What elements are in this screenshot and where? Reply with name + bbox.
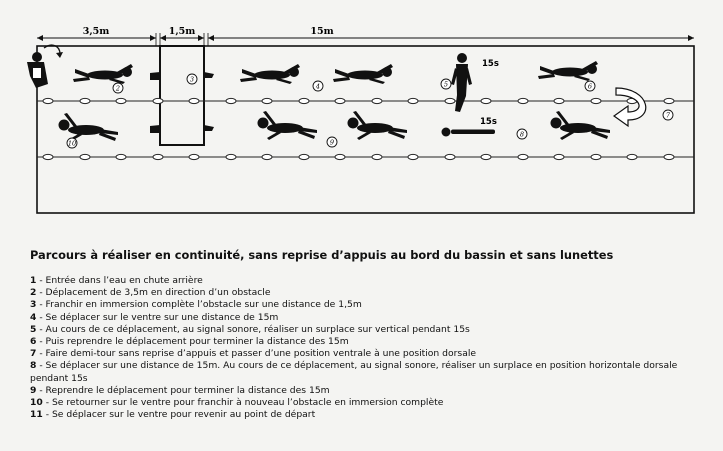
step-number: 10 <box>30 397 43 409</box>
step-marker-label: 8 <box>519 130 525 139</box>
lane-float <box>80 98 90 103</box>
step-marker <box>441 79 451 89</box>
step-marker <box>313 81 323 91</box>
swimmer-back-icon <box>348 111 408 140</box>
step-item <box>30 409 680 421</box>
timer-label-vertical: 15s <box>482 59 499 69</box>
step-item <box>30 287 680 299</box>
step-item <box>30 336 680 348</box>
step-item <box>30 299 680 311</box>
diver-entry-icon <box>27 45 63 88</box>
step-text: - Se retourner sur le ventre pour franchir à nouveau l’obstacle en immersion complète <box>42 397 444 409</box>
step-item <box>30 324 680 336</box>
step-marker-label: 5 <box>443 80 449 89</box>
lane-float <box>189 154 199 159</box>
swimmer-back-icon <box>258 111 318 140</box>
swimmer-front-icon <box>73 64 133 84</box>
lane-float <box>445 154 455 159</box>
step-text: - Faire demi-tour sans reprise d’appuis et passer d’une position ventrale à une position dorsale <box>36 348 477 360</box>
lane-float <box>189 98 199 103</box>
course-title: Parcours à réaliser en continuité, sans reprise d’appuis au bord du bassin et sans lunettes <box>30 248 614 262</box>
step-list <box>30 275 680 421</box>
lane-float <box>408 154 418 159</box>
step-number: 11 <box>30 409 43 421</box>
swimmer-floating-icon <box>442 128 496 137</box>
step-text: - Puis reprendre le déplacement pour terminer la distance des 15m <box>36 336 349 348</box>
step-marker <box>187 74 197 84</box>
step-item <box>30 385 680 397</box>
lane-float <box>262 154 272 159</box>
swimmer-back-icon <box>551 111 611 140</box>
lane-float <box>408 98 418 103</box>
step-text: - Reprendre le déplacement pour terminer la distance des 15m <box>36 384 330 396</box>
u-turn-arrow-icon <box>614 88 646 126</box>
step-text: - Se déplacer sur le ventre sur une distance de 15m <box>36 311 279 323</box>
step-item <box>30 312 680 324</box>
step-number: 9 <box>30 384 37 396</box>
lane-float <box>226 154 236 159</box>
lane-float <box>226 98 236 103</box>
step-marker-label: 4 <box>315 82 321 91</box>
step-marker <box>517 129 527 139</box>
step-number: 5 <box>30 323 37 335</box>
lane-float <box>262 98 272 103</box>
step-item <box>30 397 680 409</box>
distance-label-start: 3,5m <box>82 26 110 37</box>
step-number: 4 <box>30 311 37 323</box>
lane-float <box>554 98 564 103</box>
step-item <box>30 348 680 360</box>
lane-float <box>335 154 345 159</box>
step-text: - Franchir en immersion complète l’obstacle sur une distance de 1,5m <box>36 299 362 311</box>
step-text: - Entrée dans l’eau en chute arrière <box>36 275 203 286</box>
step-marker-label: 9 <box>329 138 335 147</box>
lane-float <box>591 98 601 103</box>
lane-float <box>299 98 309 103</box>
timer-label-horizontal: 15s <box>480 117 497 127</box>
step-marker-label: 2 <box>115 84 121 93</box>
step-text: - Au cours de ce déplacement, au signal sonore, réaliser un surplace sur vertical pendant 15s <box>36 323 470 335</box>
swimmer-front-icon <box>240 64 300 84</box>
lane-float <box>518 98 528 103</box>
swimmer-front-icon <box>333 64 393 84</box>
step-number: 8 <box>30 360 37 372</box>
lane-float <box>80 154 90 159</box>
step-number: 7 <box>30 348 37 360</box>
swimmer-front-icon <box>538 61 598 81</box>
lane-float <box>664 98 674 103</box>
lane-float <box>116 98 126 103</box>
lane-float <box>299 154 309 159</box>
lane-float <box>372 98 382 103</box>
lane-float <box>153 154 163 159</box>
step-marker-label: 3 <box>189 75 195 84</box>
step-number: 2 <box>30 287 37 299</box>
lane-float <box>43 98 53 103</box>
step-marker <box>663 110 673 120</box>
step-number: 3 <box>30 299 37 311</box>
step-marker <box>585 81 595 91</box>
step-marker-label: 10 <box>67 139 77 148</box>
lane-float <box>664 154 674 159</box>
step-item <box>30 275 680 287</box>
step-marker <box>327 137 337 147</box>
lane-float <box>481 154 491 159</box>
step-item <box>30 360 680 384</box>
lane-float <box>153 98 163 103</box>
distance-markers <box>37 26 694 46</box>
step-number: 6 <box>30 336 37 348</box>
distance-label-length: 15m <box>310 26 334 37</box>
lane-float <box>518 154 528 159</box>
step-marker-label: 6 <box>587 82 593 91</box>
step-marker <box>113 83 123 93</box>
lane-float <box>591 154 601 159</box>
obstacle-box <box>160 46 204 145</box>
step-text: - Déplacement de 3,5m en direction d’un obstacle <box>36 287 271 299</box>
distance-label-obstacle: 1,5m <box>168 26 196 37</box>
lane-float <box>481 98 491 103</box>
step-text: - Se déplacer sur le ventre pour revenir au point de départ <box>42 409 316 421</box>
step-text: - Se déplacer sur une distance de 15m. Au cours de ce déplacement, au signal sonore, réaliser un surplace en position horizontale dorsale pendant 15s <box>30 360 678 384</box>
lane-float <box>627 154 637 159</box>
lane-float <box>554 154 564 159</box>
step-marker-label: 7 <box>665 111 671 120</box>
swimmer-back-icon <box>59 113 119 142</box>
step-marker <box>67 138 77 148</box>
lane-float <box>116 154 126 159</box>
lane-float <box>43 154 53 159</box>
lane-float <box>335 98 345 103</box>
lane-float <box>372 154 382 159</box>
lane-float <box>445 98 455 103</box>
step-number: 1 <box>30 275 37 286</box>
